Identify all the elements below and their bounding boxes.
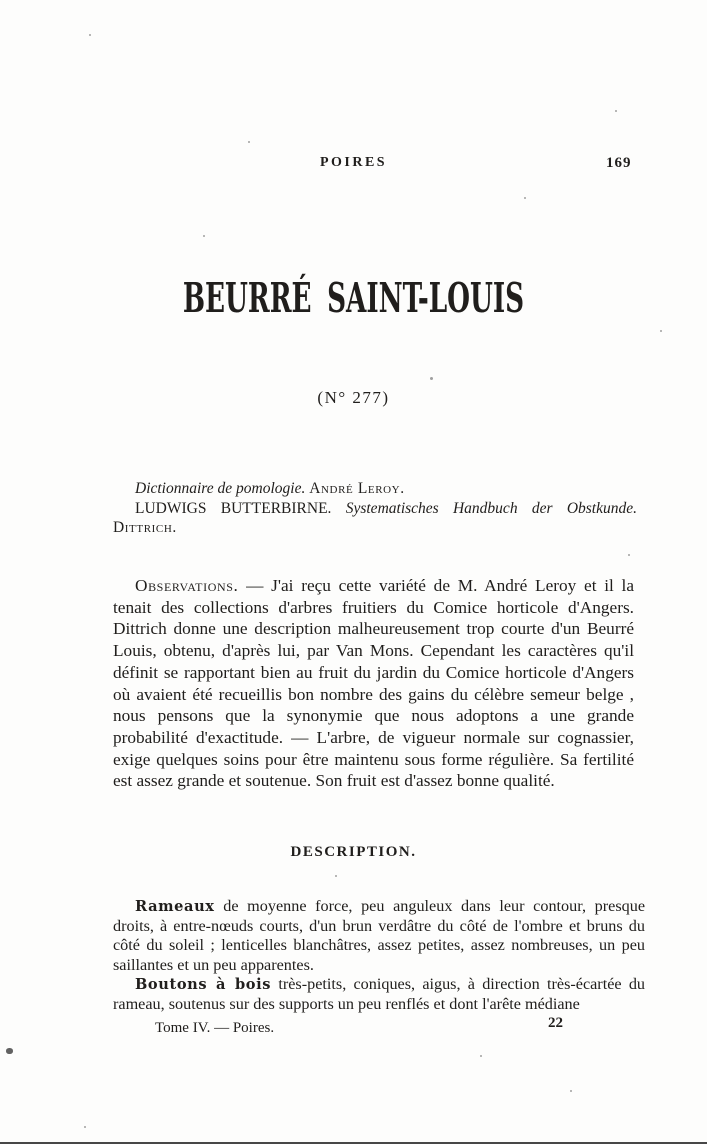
- scan-speck: [84, 1126, 86, 1128]
- page-number: 169: [606, 155, 632, 171]
- bib-author: André Leroy.: [309, 480, 405, 497]
- scan-speck: [524, 197, 526, 199]
- organ-text: très-petits, coniques, aigus, à direction très-écartée du rameau, soutenus sur des supports un peu renflés et dont l'arête médiane: [113, 975, 646, 1013]
- bib-variety-name: LUDWIGS BUTTERBIRNE.: [135, 499, 332, 517]
- bib-author: Dittrich.: [113, 519, 177, 536]
- tome-label: Tome IV. — Poires.: [155, 1020, 275, 1036]
- bibliography-entry-1: [113, 479, 637, 499]
- observations-text: — J'ai reçu cette variété de M. André Leroy et il la tenait des collections d'arbres fruitiers du Comice horticole d'Angers. Dittrich donne une description malheureusement trop courte d'un Beurré Louis, obtenu, d'après lui, par Van Mons. Cependant les caractères qu'il définit se rapportant bien au fruit du jardin du Comice horticole d'Angers où avaient été recueillis bon nombre des gains du célèbre semeur belge , nous pensons que la synonymie que nous adoptons a une grande probabilité d'exactitude. — L'arbre, de vigueur normale sur cognassier, exige quelques soins pour être maintenu sous forme régulière. Sa fertilité est assez grande et soutenue. Son fruit est d'assez bonne qualité.: [113, 576, 634, 791]
- description-heading: DESCRIPTION.: [290, 844, 417, 860]
- description-section: [113, 897, 645, 1015]
- bibliography: [113, 479, 637, 538]
- page-header: [0, 155, 707, 175]
- scan-speck: [615, 110, 617, 112]
- variety-number: (N° 277): [317, 388, 390, 407]
- scan-speck: [430, 377, 433, 380]
- organ-text: de moyenne force, peu anguleux dans leur contour, presque droits, à entre-nœuds courts, d'un brun verdâtre du côté de l'ombre et bruns du côté du soleil ; lenticelles blanchâtres, assez petites, assez nombreuses, un peu saillantes et un peu apparentes.: [113, 897, 645, 974]
- bib-work-title: Systematisches Handbuch der Obstkunde.: [345, 499, 637, 517]
- scan-speck: [248, 141, 250, 143]
- scan-speck: [570, 1090, 572, 1092]
- signature-number: 22: [548, 1015, 563, 1031]
- scan-speck: [203, 235, 205, 237]
- scan-speck: [628, 554, 630, 556]
- bibliography-entry-2: [113, 499, 637, 538]
- scan-speck: [89, 34, 91, 36]
- scan-speck: [6, 1048, 13, 1054]
- description-paragraph-boutons: [113, 975, 645, 1014]
- organ-lead: Rameaux: [135, 898, 215, 915]
- scan-speck: [335, 875, 337, 877]
- bib-work-title: Dictionnaire de pomologie.: [135, 480, 306, 497]
- description-paragraph-rameaux: [113, 897, 645, 975]
- scan-speck: [480, 1055, 482, 1057]
- variety-title: BEURRÉ SAINT-LOUIS: [182, 274, 525, 322]
- observations-paragraph: [113, 575, 634, 792]
- organ-lead: Boutons à bois: [135, 976, 272, 994]
- scan-speck: [660, 330, 662, 332]
- running-title: POIRES: [319, 155, 388, 170]
- observations-lead: Observations.: [135, 576, 239, 595]
